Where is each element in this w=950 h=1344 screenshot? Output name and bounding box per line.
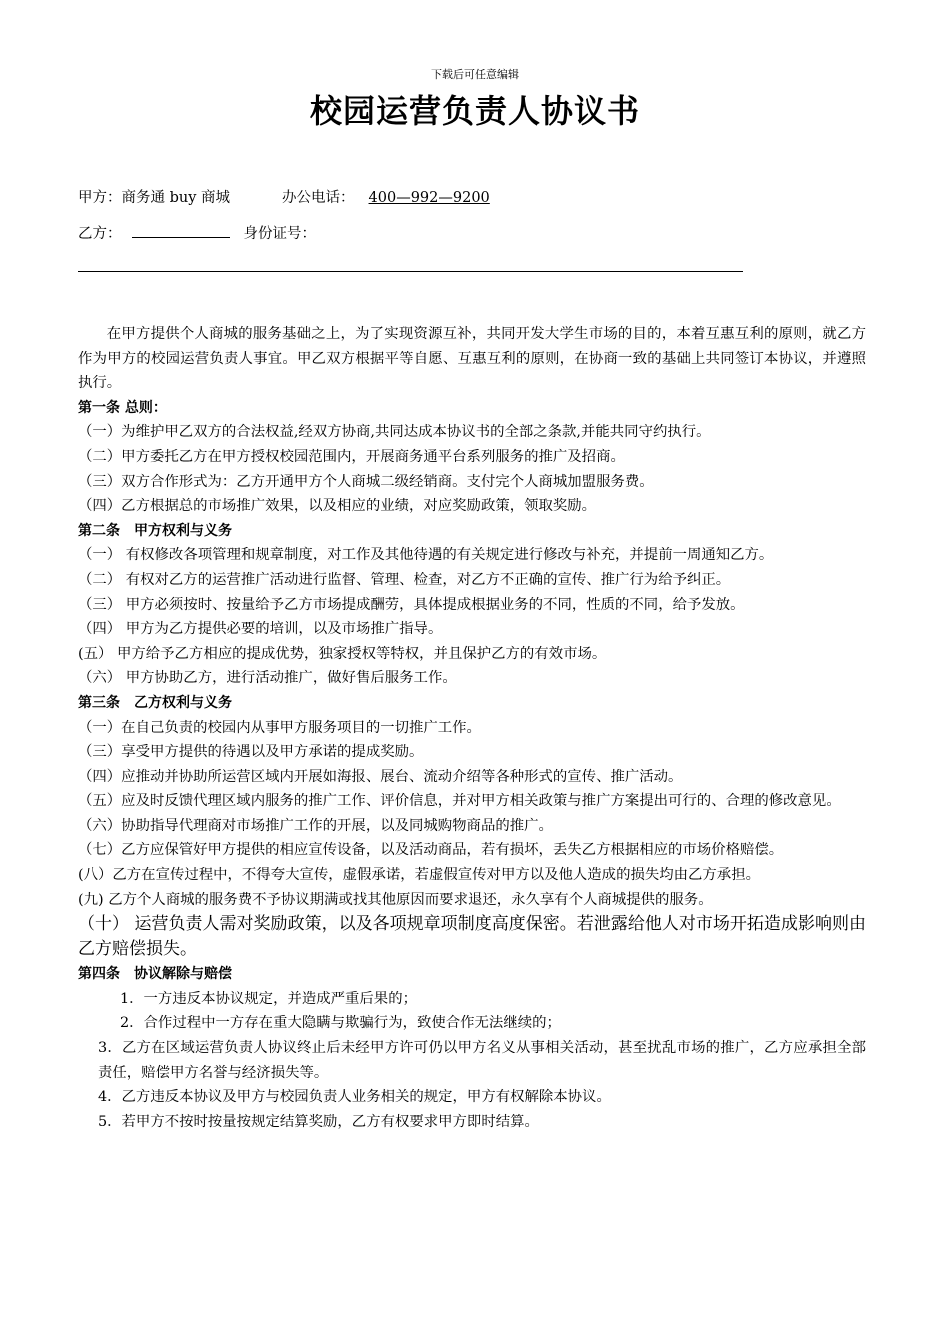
section-3-item: （一）在自己负责的校园内从事甲方服务项目的一切推广工作。 <box>78 719 481 736</box>
section-4-item: 2．合作过程中一方存在重大隐瞒与欺骗行为，致使合作无法继续的； <box>120 1015 561 1032</box>
section-2-item: （一） 有权修改各项管理和规章制度，对工作及其他待遇的有关规定进行修改与补充，并提前一周通知乙方。 <box>78 547 774 564</box>
divider-line <box>78 271 743 272</box>
id-number-label: 身份证号： <box>243 226 316 242</box>
page-title: 校园运营负责人协议书 <box>309 92 640 130</box>
section-3-item: （四）应推动并协助所运营区域内开展如海报、展台、流动介绍等各种形式的宣传、推广活动。 <box>78 768 683 785</box>
section-3-heading: 第三条 乙方权利与义务 <box>78 694 232 711</box>
party-a-name: 商务通 buy 商城 <box>121 190 231 206</box>
header-note: 下载后可任意编辑 <box>431 68 519 81</box>
section-3-item: （五）应及时反馈代理区域内服务的推广工作、评价信息，并对甲方相关政策与推广方案提出可行的、合理的修改意见。 <box>78 793 841 810</box>
section-3-item: （六）协助指导代理商对市场推广工作的开展，以及同城购物商品的推广。 <box>78 817 553 834</box>
section-3-item: （七）乙方应保管好甲方提供的相应宣传设备，以及活动商品，若有损坏，丢失乙方根据相应的市场价格赔偿。 <box>78 842 784 859</box>
section-4-item: 1．一方违反本协议规定，并造成严重后果的； <box>120 990 417 1007</box>
party-b-label: 乙方： <box>78 226 122 242</box>
section-3-item: (九) 乙方个人商城的服务费不予协议期满或找其他原因而要求退还，永久享有个人商城提供的服务。 <box>78 891 713 908</box>
section-1-item: （二）甲方委托乙方在甲方授权校园范围内，开展商务通平台系列服务的推广及招商。 <box>78 448 625 465</box>
party-a-line <box>78 186 512 207</box>
party-a-label: 甲方： <box>78 190 122 206</box>
section-3-item: (八）乙方在宣传过程中，不得夸大宣传，虚假承诺，若虚假宣传对甲方以及他人造成的损失均由乙方承担。 <box>78 867 760 884</box>
party-b-line <box>78 222 316 243</box>
section-1-item: （一）为维护甲乙双方的合法权益,经双方协商,共同达成本协议书的全部之条款,并能共同守约执行。 <box>78 424 711 441</box>
section-4-item: 4．乙方违反本协议及甲方与校园负责人业务相关的规定，甲方有权解除本协议。 <box>98 1089 611 1106</box>
section-3-item: （十） 运营负责人需对奖励政策，以及各项规章项制度高度保密。若泄露给他人对市场开拓造成影响则由乙方赔偿损失。 <box>78 914 866 960</box>
party-b-blank <box>132 223 230 238</box>
intro-paragraph: 在甲方提供个人商城的服务基础之上，为了实现资源互补，共同开发大学生市场的目的，本着互惠互利的原则，就乙方作为甲方的校园运营负责人事宜。甲乙双方根据平等自愿、互惠互利的原则，在协商一致的基础上共同签订本协议，并遵照执行。 <box>78 326 866 392</box>
phone-number: 400—992—9200 <box>368 190 490 206</box>
section-1-item: （四）乙方根据总的市场推广效果，以及相应的业绩，对应奖励政策，领取奖励。 <box>78 498 597 515</box>
section-2-heading: 第二条 甲方权利与义务 <box>78 522 232 539</box>
section-4-item: 3．乙方在区域运营负责人协议终止后未经甲方许可仍以甲方名义从事相关活动，甚至扰乱市场的推广，乙方应承担全部责任，赔偿甲方名誉与经济损失等。 <box>98 1040 866 1081</box>
section-1-heading: 第一条 总则： <box>78 399 167 416</box>
section-2-item: （四） 甲方为乙方提供必要的培训，以及市场推广指导。 <box>78 621 443 638</box>
section-2-item: （三） 甲方必须按时、按量给予乙方市场提成酬劳，具体提成根据业务的不同，性质的不同，给予发放。 <box>78 596 745 613</box>
section-2-item: （二） 有权对乙方的运营推广活动进行监督、管理、检查，对乙方不正确的宣传、推广行为给予纠正。 <box>78 571 731 588</box>
section-4-heading: 第四条 协议解除与赔偿 <box>78 966 232 983</box>
section-4-item: 5．若甲方不按时按量按规定结算奖励，乙方有权要求甲方即时结算。 <box>98 1113 539 1130</box>
section-2-item: （六） 甲方协助乙方，进行活动推广，做好售后服务工作。 <box>78 670 457 687</box>
section-2-item: (五） 甲方给予乙方相应的提成优势，独家授权等特权，并且保护乙方的有效市场。 <box>78 645 607 662</box>
section-3-item: （三）享受甲方提供的待遇以及甲方承诺的提成奖励。 <box>78 744 424 761</box>
phone-label: 办公电话： <box>282 190 355 206</box>
agreement-body <box>78 322 866 1134</box>
section-1-item: （三）双方合作形式为：乙方开通甲方个人商城二级经销商。支付完个人商城加盟服务费。 <box>78 473 654 490</box>
